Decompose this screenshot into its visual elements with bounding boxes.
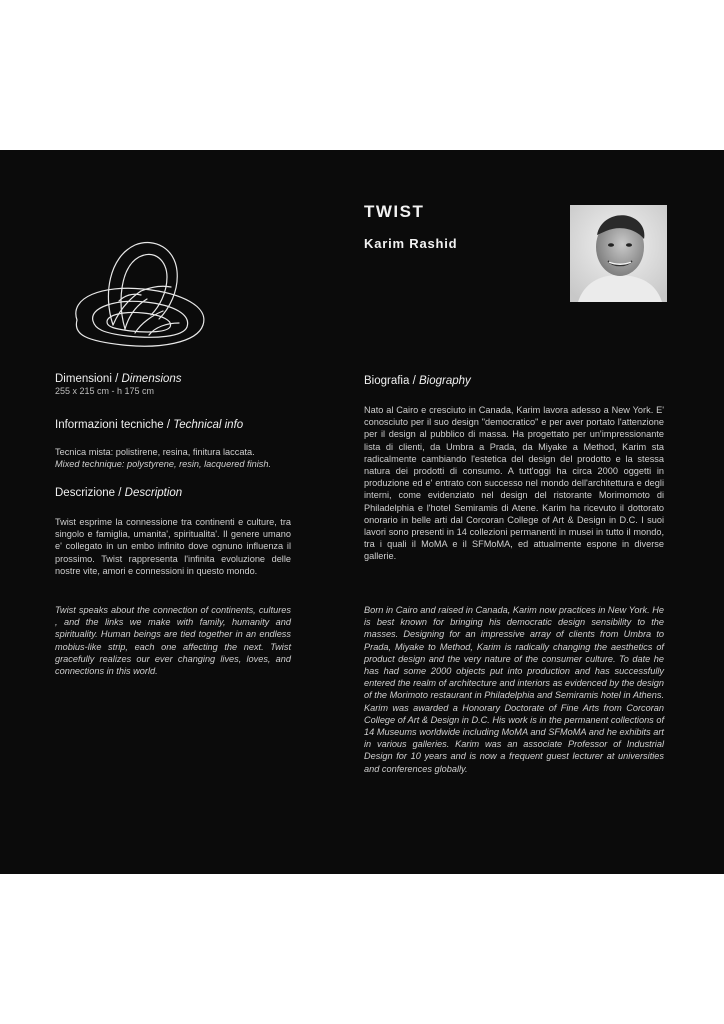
biography-label-en: Biography: [418, 375, 471, 387]
description-text-en: Twist speaks about the connection of continents, cultures , and the links we make with family, humanity and spirituality. Human beings are tied together in an endless mobius-like strip, each one affecting the next. Twist gracefully realizes our ever changing lives, loves, and connections in this world.: [55, 605, 291, 677]
description-text-en-block: [55, 604, 291, 677]
catalog-panel: [0, 150, 724, 874]
portrait-photo-icon: [570, 205, 667, 302]
dimensions-section: [55, 372, 291, 397]
description-text-it-block: [55, 516, 291, 577]
dimensions-label: Dimensioni: [55, 373, 112, 385]
biography-heading: Biografia / Biography: [364, 375, 471, 387]
description-heading: Descrizione / Description: [55, 487, 183, 499]
dimensions-label-en: Dimensions: [121, 373, 182, 385]
technical-text-it: Tecnica mista: polistirene, resina, finitura laccata.: [55, 447, 255, 457]
artwork-title: TWIST: [364, 202, 425, 221]
dimensions-heading: Dimensioni / Dimensions: [55, 373, 182, 385]
description-section: [55, 486, 291, 500]
biography-text-it: Nato al Cairo e cresciuto in Canada, Karim lavora adesso a New York. E' conosciuto per il suo design "democratico" e per aver portato l'attenzione per il design al pubblico di massa. Ha progettato per un'impressionante lista di clienti, da Umbra a Prada, da Miyake a Method, Karim sta radicalmente cambiando l'estetica del design del prodotto e la stessa natura dei prodotti di consumo. A tutt'oggi ha circa 2000 oggetti in produzione ed e' entrato con successo nel mondo dell'architettura e degli interni, come evidenziato nel design del ristorante Morimomoto di Philadelphia e l'hotel Semiramis di Atene. Karim ha ricevuto il dottorato onorario in belle arti dal Corcoran College of Art & Design in D.C. I suoi lavori sono presenti in 14 collezioni permanenti in musei in tutto il mondo, tra i quali il MoMA e il SFMoMA, ed attualmente espone in diverse gallerie.: [364, 405, 664, 562]
description-label: Descrizione: [55, 487, 116, 499]
technical-text-en: Mixed technique: polystyrene, resin, lacquered finish.: [55, 459, 272, 470]
dimensions-value: 255 x 215 cm - h 175 cm: [55, 386, 155, 396]
biography-text-it-block: [364, 404, 664, 563]
technical-label-en: Technical info: [173, 419, 244, 431]
twist-sculpture-icon: [63, 235, 213, 350]
artist-portrait: [570, 205, 667, 302]
technical-label: Informazioni tecniche: [55, 419, 164, 431]
technical-text: [55, 446, 291, 470]
description-text-it: Twist esprime la connessione tra continenti e culture, tra singolo e famiglia, umanita', spiritualita'. Il genere umano e' collegato in un embo infinito dove ognuno influenza il prossimo. Twist rappresenta l'infinita evoluzione delle nostre vite, amori e connessioni in questo mondo.: [55, 517, 291, 576]
biography-section: [364, 374, 664, 388]
biography-text-en-block: [364, 604, 664, 775]
technical-section: [55, 418, 291, 432]
technical-heading: Informazioni tecniche / Technical info: [55, 419, 244, 431]
description-label-en: Description: [124, 487, 183, 499]
biography-label: Biografia: [364, 375, 410, 387]
biography-text-en: Born in Cairo and raised in Canada, Karim now practices in New York. He is best known for bringing his democratic design sensibility to the masses. Designing for an impressive array of clients from Umbra to Prada, Miyake to Method, Karim is radically changing the aesthetics of product design and the very nature of the consumer culture. To date he has had some 2000 objects put into production and has successfully entered the realm of architecture and interiors as evidenced by the design of the Morimoto restaurant in Philadelphia and Semiramis hotel in Athens. Karim was awarded a Honorary Doctorate of Fine Arts from Corcoran College of Art & Design in D.C. His work is in the permanent collections of 14 Museums worldwide including MoMA and SFMoMA and he exhibits art in various galleries. Karim was an associate Professor of Industrial Design for 10 years and is now a frequent guest lecturer at universities and conferences globally.: [364, 605, 664, 774]
artist-name: Karim Rashid: [364, 236, 458, 251]
